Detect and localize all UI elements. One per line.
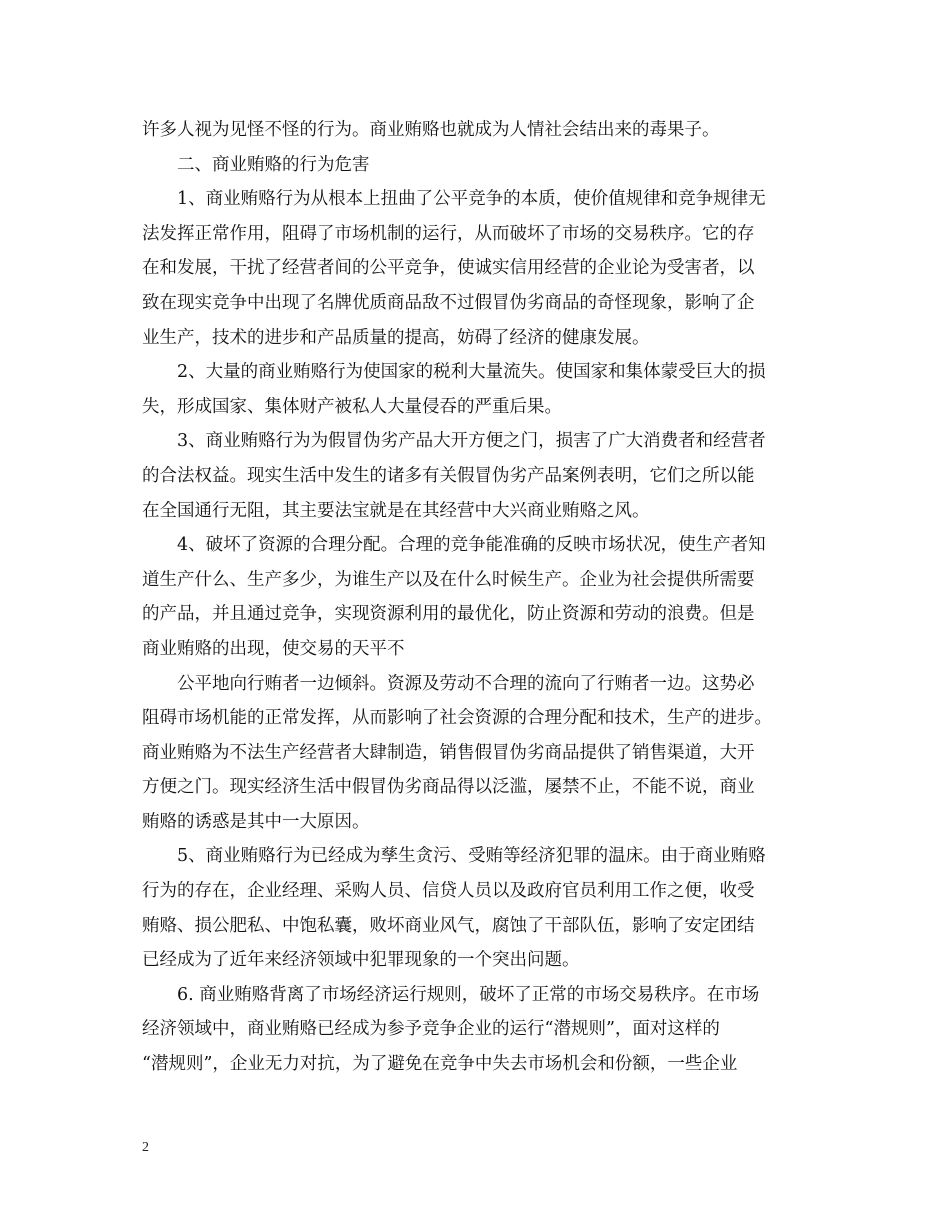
text-line: 的产品，并且通过竞争，实现资源利用的最优化，防止资源和劳动的浪费。但是 [142, 604, 755, 625]
text-line: 贿赂的诱惑是其中一大原因。 [142, 811, 370, 832]
text-line: 已经成为了近年来经济领域中犯罪现象的一个突出问题。 [142, 950, 580, 971]
text-line: 商业贿赂为不法生产经营者大肆制造，销售假冒伪劣商品提供了销售渠道，大开 [142, 742, 755, 763]
text-line: 许多人视为见怪不怪的行为。商业贿赂也就成为人情社会结出来的毒果子。 [142, 120, 720, 140]
text-line: 方便之门。现实经济生活中假冒伪劣商品得以泛滥，屡禁不止，不能不说，商业 [142, 777, 755, 798]
text-line: 4、破坏了资源的合理分配。合理的竞争能准确的反映市场状况，使生产者知 [177, 535, 766, 556]
text-line: 行为的存在，企业经理、采购人员、信贷人员以及政府官员利用工作之便，收受 [142, 881, 755, 902]
text-line: 业生产，技术的进步和产品质量的提高，妨碍了经济的健康发展。 [142, 327, 650, 348]
text-line: 法发挥正常作用，阻碍了市场机制的运行，从而破坏了市场的交易秩序。它的存 [142, 223, 755, 244]
text-line: 致在现实竞争中出现了名牌优质商品敌不过假冒伪劣商品的奇怪现象，影响了企 [142, 292, 755, 313]
document-body [142, 113, 822, 1082]
text-line: 5、商业贿赂行为已经成为孳生贪污、受贿等经济犯罪的温床。由于商业贿赂 [177, 846, 766, 867]
text-line: 公平地向行贿者一边倾斜。资源及劳动不合理的流向了行贿者一边。这势必 [177, 673, 755, 694]
text-line: 商业贿赂的出现，使交易的天平不 [142, 638, 405, 659]
text-line: 失，形成国家、集体财产被私人大量侵吞的严重后果。 [142, 396, 562, 417]
text-line: 在和发展，干扰了经营者间的公平竞争，使诚实信用经营的企业论为受害者，以 [142, 258, 755, 279]
text-line: 贿赂、损公肥私、中饱私囊，败坏商业风气，腐蚀了干部队伍，影响了安定团结 [142, 915, 755, 936]
text-line: 阻碍市场机能的正常发挥，从而影响了社会资源的合理分配和技术，生产的进步。 [142, 708, 772, 729]
text-line: 3、商业贿赂行为为假冒伪劣产品大开方便之门，损害了广大消费者和经营者 [177, 431, 766, 452]
text-line: 的合法权益。现实生活中发生的诸多有关假冒伪劣产品案例表明，它们之所以能 [142, 465, 755, 486]
text-line: “潜规则”，企业无力对抗，为了避免在竞争中失去市场机会和份额，一些企业 [142, 1054, 738, 1075]
page-number: 2 [142, 1140, 149, 1155]
text-line: 道生产什么、生产多少，为谁生产以及在什么时候生产。企业为社会提供所需要 [142, 569, 755, 590]
text-line: 2、大量的商业贿赂行为使国家的税利大量流失。使国家和集体蒙受巨大的损 [177, 362, 766, 383]
text-line: 6. 商业贿赂背离了市场经济运行规则，破坏了正常的市场交易秩序。在市场 [177, 984, 760, 1005]
text-line: 1、商业贿赂行为从根本上扭曲了公平竞争的本质，使价值规律和竞争规律无 [177, 189, 766, 210]
text-line: 经济领域中，商业贿赂已经成为参予竞争企业的运行“潜规则”，面对这样的 [142, 1019, 720, 1040]
text-line: 二、商业贿赂的行为危害 [177, 154, 370, 175]
text-line: 在全国通行无阻，其主要法宝就是在其经营中大兴商业贿赂之风。 [142, 500, 650, 521]
